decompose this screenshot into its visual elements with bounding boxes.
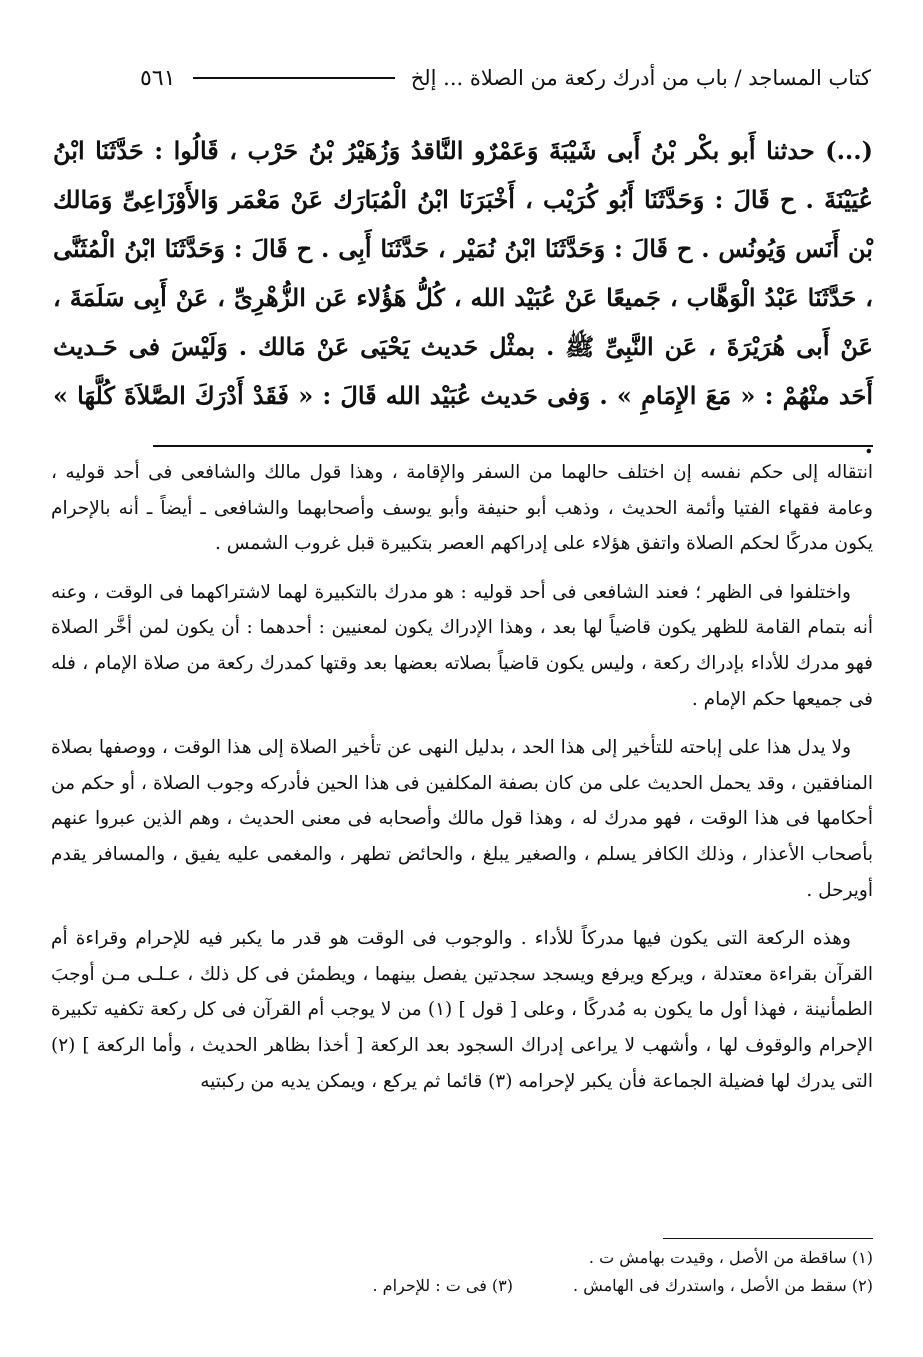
footnotes — [51, 1244, 873, 1300]
footnote-row-2 — [51, 1272, 873, 1300]
footnote-row-1 — [51, 1244, 873, 1272]
section-divider — [153, 445, 873, 447]
commentary-paragraph-1: انتقاله إلى حكم نفسه إن اختلف حالهما من السفر والإقامة ، وهذا قول مالك والشافعى فى أحد قوليه ، وعامة فقهاء الفتيا وأئمة الحديث ، وذهب أبو حنيفة وأبو يوسف وأصحابهما والشافعى ـ أيضاً ـ أنه بالإحرام يكون مدركًا لحكم الصلاة واتفق هؤلاء على إدراكهم العصر بتكبيرة قبل غروب الشمس . — [51, 462, 873, 555]
commentary-paragraph-3: ولا يدل هذا على إباحته للتأخير إلى هذا الحد ، بدليل النهى عن تأخير الصلاة إلى هذا الوقت ، ووصفها بصلاة المنافقين ، وقد يحمل الحديث على من كان بصفة المكلفين فى هذا الحين فأدركه وجوب الصلاة ، أو حكم من أحكامها فى هذا الوقت ، فهو مدرك له ، وهذا قول مالك وأصحابه فى معنى الحديث ، وهم الذين عبروا عنهم بأصحاب الأعذار ، وذلك الكافر يسلم ، والصغير يبلغ ، والحائض تطهر ، والمغمى عليه يفيق ، والمسافر يقدم أويرحل . — [51, 737, 873, 901]
header-rule — [193, 77, 394, 79]
page-number: ٥٦١ — [140, 65, 176, 91]
hadith-paragraph: (...) حدثنا أَبو بكْر بْنُ أَبى شَيْبَةَ وَعَمْرٌو النَّاقدُ وَزُهَيْرُ بْنُ حَرْب ، قَالُوا : حَدَّثَنَا ابْنُ عُيَيْنَةَ . ح قَالَ : وَحَدَّثَنَا أَبُو كُرَيْب ، أَخْبَرَنَا ابْنُ الْمُبَارَك عَنْ مَعْمَر وَالأَوْزَاعِىِّ وَمَالك بْن أَنَس وَيُونُس . ح قَالَ : وَحَدَّثَنَا ابْنُ نُمَيْر ، حَدَّثَنَا أَبِى . ح قَالَ : وَحَدَّثَنَا ابْنُ الْمُثَنَّى ، حَدَّثَنَا عَبْدُ الْوَهَّاب ، جَميعًا عَنْ عُبَيْد الله ، كُلُّ هَؤُلاء عَن الزُّهْرِىِّ ، عَنْ أَبِى سَلَمَةَ ، عَنْ أَبى هُرَيْرَةَ ، عَن النَّبِىِّ ﷺ . بمثْل حَديث يَحْيَى عَنْ مَالك . وَلَيْسَ فى حَـديث أَحَد منْهُمْ : « مَعَ الإِمَامِ » . وَفى حَديث عُبَيْد الله قَالَ : « فَقَدْ أَدْرَكَ الصَّلاَةَ كُلَّهَا » — [53, 136, 874, 410]
hadith-text-block — [53, 126, 873, 469]
running-title: كتاب المساجد / باب من أدرك ركعة من الصلاة ... إلخ — [410, 66, 871, 90]
commentary-block — [51, 455, 873, 1112]
running-head — [140, 60, 871, 96]
footnote-2: (٢) سقط من الأصل ، واستدرك فى الهامش . — [573, 1276, 873, 1295]
commentary-paragraph-2: واختلفوا فى الظهر ؛ فعند الشافعى فى أحد قوليه : هو مدرك بالتكبيرة لهما لاشتراكهما فى الوقت ، وعنه أنه بتمام القامة للظهر يكون قاضياً لها بعد ، وهذا الإدراك يكون لمعنيين : أحدهما : أن يكون لمن أخَّر الصلاة فهو مدرك للأداء بإدراك ركعة ، وليس يكون قاضياً بصلاته بعضها بعد وقتها كمدرك ركعة من صلاة الإمام ، فله فى جميعها حكم الإمام . — [51, 581, 873, 710]
footnote-rule — [663, 1238, 873, 1239]
commentary-paragraph-4: وهذه الركعة التى يكون فيها مدركاً للأداء . والوجوب فى الوقت هو قدر ما يكبر فيه للإحرام وقراءة أم القرآن بقراءة معتدلة ، ويركع ويرفع ويسجد سجدتين يفصل بينهما ، ويطمئن فى كل ذلك ، عـلـى مـن أوجبَ الطمأنينة ، فهذا أول ما يكون به مُدركًا ، وعلى [ قول ] (١) من لا يوجب أم القرآن فى كل ركعة تكفيه تكبيرة الإحرام والوقوف لها ، وأشهب لا يراعى إدراك السجود بعد الركعة [ أخذا بظاهر الحديث ، وأما الركعة ] (٢) التى يدرك لها فضيلة الجماعة فأن يكبر لإحرامه (٣) قائما ثم يركع ، ويمكن يديه من ركبتيه — [51, 928, 874, 1092]
footnote-1: (١) ساقطة من الأصل ، وقيدت بهامش ت . — [588, 1248, 873, 1267]
footnote-3: (٣) فى ت : للإحرام . — [372, 1276, 514, 1295]
